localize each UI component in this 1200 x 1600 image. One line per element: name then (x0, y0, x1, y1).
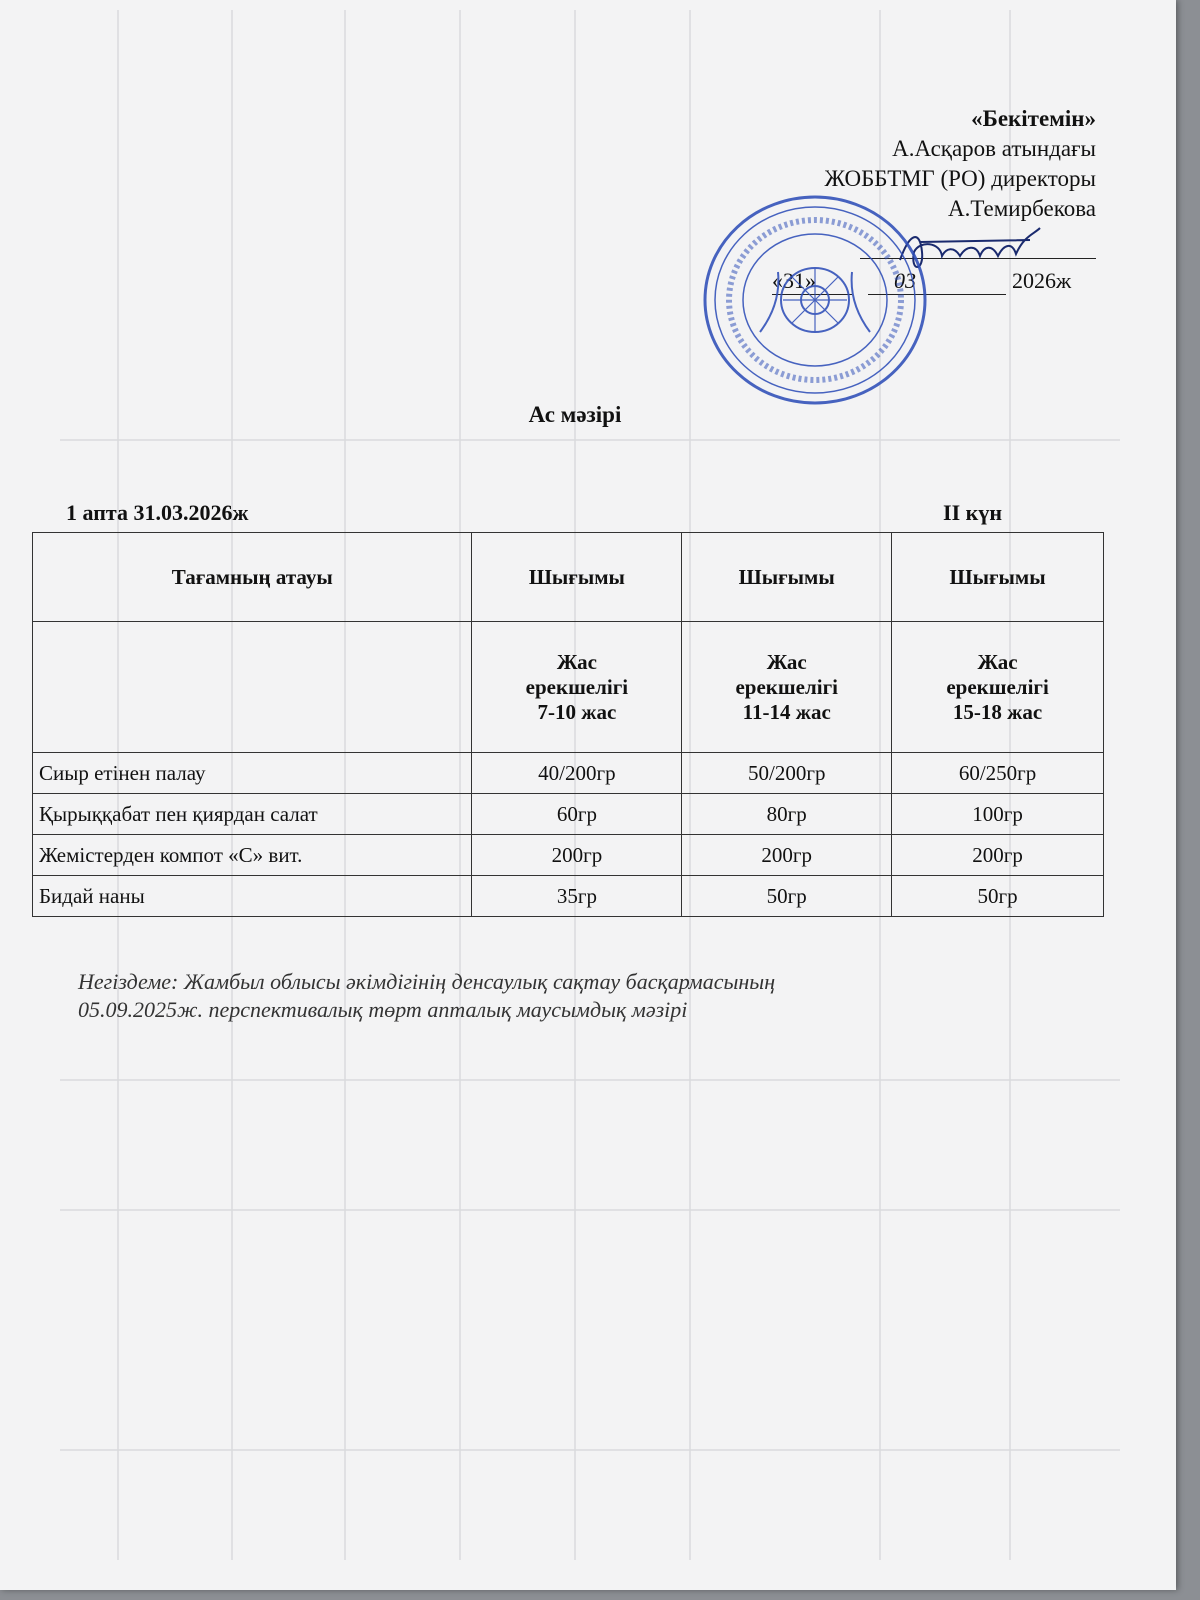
portion-cell: 80гр (682, 794, 892, 835)
week-label: 1 апта 31.03.2026ж (66, 500, 249, 525)
portion-cell: 200гр (682, 835, 892, 876)
table-row (33, 876, 1104, 917)
dish-name: Жемістерден компот «С» вит. (33, 835, 472, 876)
portion-cell: 200гр (892, 835, 1104, 876)
table-header-row (33, 533, 1104, 622)
header-yield: Шығымы (682, 533, 892, 622)
portion-cell: 200гр (472, 835, 682, 876)
menu-title: Ас мәзірі (528, 402, 622, 427)
basis-note-line: Негіздеме: Жамбыл облысы әкімдігінің денсаулық сақтау басқармасының (78, 969, 776, 994)
portion-cell: 35гр (472, 876, 682, 917)
header-dish-name: Тағамның атауы (33, 533, 472, 622)
basis-note (78, 968, 1038, 1024)
approval-position: ЖОББТМГ (РО) директоры (824, 166, 1096, 191)
header-yield: Шығымы (892, 533, 1104, 622)
official-seal-stamp (700, 192, 930, 408)
table-row (33, 753, 1104, 794)
approval-title: «Бекітемін» (971, 106, 1096, 131)
age-group-cell: Жас ерекшелігі 15-18 жас (892, 622, 1104, 753)
portion-cell: 60/250гр (892, 753, 1104, 794)
portion-cell: 40/200гр (472, 753, 682, 794)
age-group-cell: Жас ерекшелігі 11-14 жас (682, 622, 892, 753)
table-row (33, 835, 1104, 876)
age-group-row (33, 622, 1104, 753)
date-year: 2026ж (1012, 268, 1072, 293)
menu-table (32, 532, 1104, 917)
portion-cell: 100гр (892, 794, 1104, 835)
portion-cell: 60гр (472, 794, 682, 835)
portion-cell: 50/200гр (682, 753, 892, 794)
dish-name: Бидай наны (33, 876, 472, 917)
dish-name: Қырыққабат пен қиярдан салат (33, 794, 472, 835)
basis-note-line: 05.09.2025ж. перспективалық төрт апталық маусымдық мәзірі (78, 997, 688, 1022)
approval-school: А.Асқаров атындағы (892, 136, 1096, 161)
dish-name: Сиыр етінен палау (33, 753, 472, 794)
table-row (33, 794, 1104, 835)
date-day: «31» (772, 268, 816, 293)
age-group-cell: Жас ерекшелігі 7-10 жас (472, 622, 682, 753)
date-month: 03 (894, 268, 916, 293)
approval-director-name: А.Темирбекова (948, 196, 1096, 221)
age-group-empty-cell (33, 622, 472, 753)
portion-cell: 50гр (682, 876, 892, 917)
header-yield: Шығымы (472, 533, 682, 622)
day-label: II күн (943, 500, 1002, 525)
portion-cell: 50гр (892, 876, 1104, 917)
